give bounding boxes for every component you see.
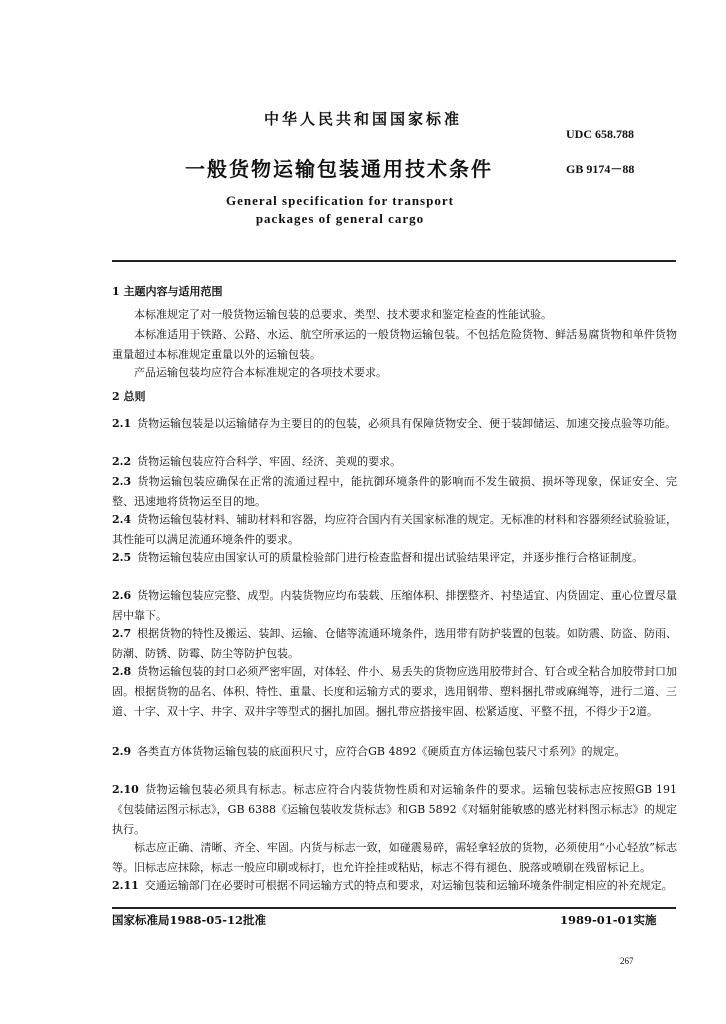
- clause-2-9: [112, 742, 677, 762]
- clause-2-3: [112, 472, 677, 512]
- clause-text: 货物运输包装应确保在正常的流通过程中，能抗御环境条件的影响而不发生破损、损坏等现象，保证安全、完整、迅速地将货物运至目的地。: [112, 475, 677, 508]
- clause-number: 2.8: [112, 665, 132, 678]
- paragraph: 本标准规定了对一般货物运输包装的总要求、类型、技术要求和鉴定检查的性能试验。: [134, 308, 552, 321]
- clause-number: 2.2: [112, 455, 132, 468]
- clause-number: 2.4: [112, 513, 132, 526]
- section-heading-2: 2 总则: [112, 390, 146, 403]
- clause-2-10: [112, 780, 677, 840]
- clause-number: 2.5: [112, 551, 132, 564]
- clause-number: 2.6: [112, 589, 132, 602]
- clause-text: 各类直方体货物运输包装的底面积尺寸，应符合GB 4892《硬质直方体运输包装尺寸系列》的规定。: [137, 745, 626, 758]
- section-heading-1: 1 主题内容与适用范围: [112, 285, 223, 298]
- page-number: 267: [620, 956, 634, 966]
- clause-2-6: [112, 586, 677, 626]
- clause-text: 货物运输包装应完整、成型。内装货物应均布装载、压缩体积、排摆整齐、衬垫适宜、内货固定、重心位置尽量居中靠下。: [112, 589, 677, 622]
- clause-number: 2.3: [112, 475, 132, 488]
- clause-number: 2.1: [112, 417, 132, 430]
- clause-number: 2.11: [112, 879, 139, 892]
- clause-text: 根据货物的特性及搬运、装卸、运输、仓储等流通环境条件，选用带有防护装置的包装。如防震、防盗、防雨、防潮、防锈、防霉、防尘等防护包装。: [112, 627, 677, 660]
- clause-2-1: [112, 414, 677, 434]
- clause-text: 交通运输部门在必要时可根据不同运输方式的特点和要求，对运输包装和运输环境条件制定相应的补充规定。: [144, 879, 673, 892]
- clause-text: 货物运输包装必须具有标志。标志应符合内装货物性质和对运输条件的要求。运输包装标志应按照GB 191《包装储运图示标志》，GB 6388《运输包装收发货标志》和GB 5892《对辐射能敏感的感光材料图示标志》的规定执行。: [112, 783, 677, 836]
- footer-divider: [112, 907, 676, 909]
- clause-number: 2.10: [112, 783, 139, 796]
- document-title-en-line1: General specification for transport: [226, 193, 454, 208]
- issuing-authority: 中华人民共和国国家标准: [263, 110, 462, 128]
- document-title-en-line2: packages of general cargo: [255, 211, 425, 226]
- paragraph: 产品运输包装均应符合本标准规定的各项技术要求。: [134, 366, 387, 379]
- clause-2-11: [112, 876, 677, 896]
- udc-code: UDC 658.788: [566, 127, 634, 141]
- clause-number: 2.7: [112, 627, 132, 640]
- paragraph: 标志应正确、清晰、齐全、牢固。内货与标志一致，如碰震易碎，需轻拿轻放的货物，必须使用“小心轻放”标志等。旧标志应抹除，标志一般应印刷或标打，也允许拴挂或粘贴，标志不得有褪色、脱落或喷刷在残留标记上。: [112, 841, 677, 874]
- effective-date: 1989-01-01实施: [560, 913, 657, 927]
- clause-2-8: [112, 662, 677, 722]
- document-title-cn: 一般货物运输包装通用技术条件: [185, 157, 493, 181]
- header-divider: [112, 260, 676, 262]
- clause-text: 货物运输包装的封口必须严密牢固，对体轻、件小、易丢失的货物应选用胶带封合、钉合或全粘合加胶带封口加固。根据货物的品名、体积、特性、重量、长度和运输方式的要求，选用钢带、塑料捆扎带或麻绳等，进行二道、三道、十字、双十字、井字、双井字等型式的捆扎加固。捆扎带应搭接牢固、松紧适度、平整不扭，不得少于2道。: [112, 665, 677, 718]
- clause-text: 货物运输包装应符合科学、牢固、经济、美观的要求。: [137, 455, 402, 468]
- clause-2-5: [112, 548, 677, 568]
- clause-text: 货物运输包装是以运输储存为主要目的的包装，必须具有保障货物安全、便于装卸储运、加速交接点验等功能。: [137, 417, 677, 430]
- standard-number: GB 9174－88: [566, 162, 635, 176]
- clause-2-7: [112, 624, 677, 664]
- clause-2-2: [112, 452, 677, 472]
- clause-text: 货物运输包装应由国家认可的质量检验部门进行检查监督和提出试验结果评定，并逐步推行合格证制度。: [137, 551, 644, 564]
- clause-2-4: [112, 510, 677, 550]
- paragraph: 本标准适用于铁路、公路、水运、航空所承运的一般货物运输包装。不包括危险货物、鲜活易腐货物和单件货物重量超过本标准规定重量以外的运输包装。: [112, 328, 677, 361]
- clause-number: 2.9: [112, 745, 132, 758]
- approval-date: 国家标准局1988-05-12批准: [112, 913, 267, 927]
- clause-text: 货物运输包装材料、辅助材料和容器，均应符合国内有关国家标准的规定。无标准的材料和容器须经试验验证，其性能可以满足流通环境条件的要求。: [112, 513, 677, 546]
